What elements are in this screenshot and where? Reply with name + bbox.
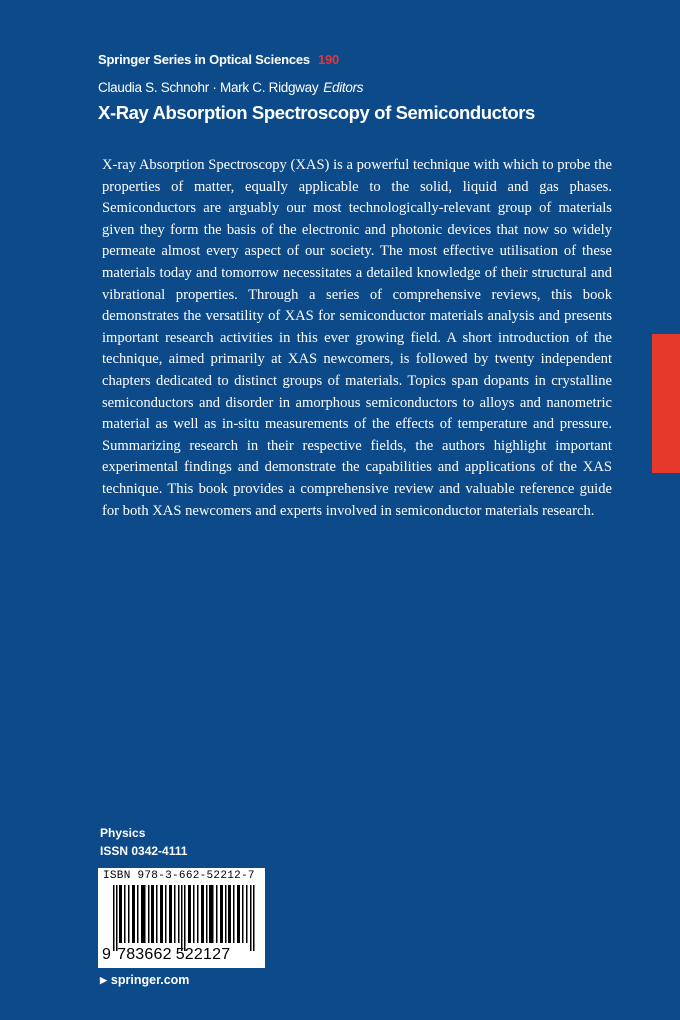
book-title: X-Ray Absorption Spectroscopy of Semiconductors — [98, 102, 535, 123]
isbn-text: ISBN 978-3-662-52212-7 — [103, 870, 255, 882]
barcode-group-1: 783662 — [117, 946, 172, 963]
series-number: 190 — [317, 52, 340, 67]
website-link[interactable] — [100, 973, 189, 987]
editors-role: Editors — [323, 80, 364, 95]
abstract-text: X-ray Absorption Spectroscopy (XAS) is a powerful technique with which to probe the properties of matter, equally applicable to the solid, liquid and gas phases. Semiconductors are arguably our most technologically-relevant group of materials given they form the basis of the electronic and photonic devices that now so widely permeate almost every aspect of our society. The most effective utilisation of these materials today and tomorrow necessitates a detailed knowledge of their structural and vibrational properties. Through a series of comprehensive reviews, this book demonstrates the versatility of XAS for semiconductor materials analysis and presents important research activities in this ever growing field. A short introduction of the technique, aimed primarily at XAS newcomers, is followed by twenty independent chapters dedicated to distinct groups of materials. Topics span dopants in crystalline semiconductors and disorder in amorphous semiconductors to alloys and nanometric material as well as in-situ measurements of the effects of temperature and pressure. Summarizing research in their respective fields, the authors highlight important experimental findings and demonstrate the capabilities and applications of the XAS technique. This book provides a comprehensive review and valuable reference guide for both XAS newcomers and experts involved in semiconductor materials research. — [102, 157, 612, 519]
subject-block — [100, 824, 187, 860]
red-edge-tab — [652, 334, 680, 473]
barcode-box — [98, 868, 265, 968]
barcode-group-2: 522127 — [175, 946, 231, 963]
series-name: Springer Series in Optical Sciences — [98, 52, 310, 67]
issn-label: ISSN 0342-4111 — [100, 844, 188, 858]
barcode-first-digit: 9 — [102, 946, 112, 963]
website-text: springer.com — [110, 973, 190, 987]
series-line — [98, 52, 339, 67]
editors-line — [98, 80, 363, 95]
editor-names: Claudia S. Schnohr · Mark C. Ridgway — [98, 80, 319, 95]
subject-label: Physics — [100, 826, 146, 840]
arrow-right-icon: ▶ — [100, 975, 107, 985]
barcode-digits — [102, 946, 230, 964]
barcode-icon — [113, 885, 256, 951]
